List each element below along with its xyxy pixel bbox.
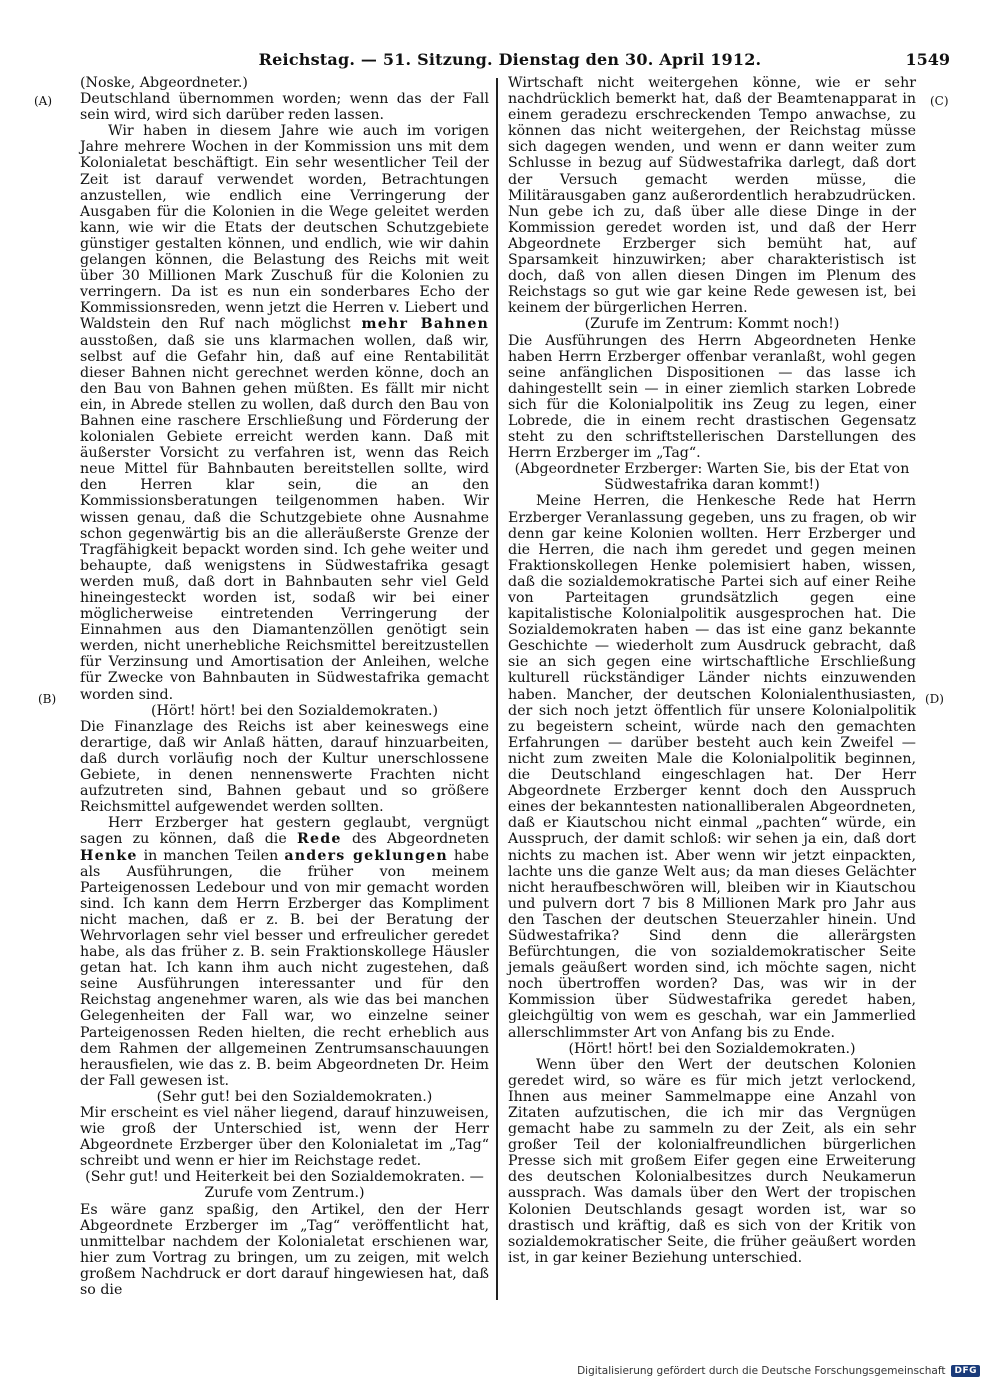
digitization-footer bbox=[577, 1363, 980, 1379]
paragraph: Die Finanzlage des Reichs ist aber keineswegs eine derartige, daß wir Anlaß hätten, darauf hinzuarbeiten, daß durch vorläufig noch der Kultur unerschlossene Gebiete, in denen nennenswerte Frachten nicht aufzutreten sind, Bahnen gebaut und so größere Reichsmittel aufgewendet werden sollten. bbox=[80, 718, 489, 816]
page-number: 1549 bbox=[905, 50, 950, 69]
paragraph: Es wäre ganz spaßig, den Artikel, den der Herr Abgeordnete Erzberger im „Tag“ veröffentlicht hat, unmittelbar nachdem der Kolonialetat erschienen war, hier zum Vortrag zu bringen, um zu zeigen, mit welch großem Nachdruck er dort darauf hingewiesen hat, daß so die bbox=[80, 1201, 489, 1299]
footer-text: Digitalisierung gefördert durch die Deutsche Forschungsgemeinschaft bbox=[577, 1365, 946, 1377]
left-column bbox=[80, 75, 489, 1298]
emphasis: mehr Bahnen bbox=[361, 316, 489, 333]
emphasis: Rede bbox=[297, 831, 342, 848]
interjection: (Zurufe im Zentrum: Kommt noch!) bbox=[584, 316, 840, 333]
page-header bbox=[70, 50, 950, 72]
speaker-note: (Noske, Abgeordneter.) bbox=[80, 75, 248, 91]
paragraph: Deutschland übernommen worden; wenn das der Fall sein wird, wird sich darüber reden lassen. bbox=[80, 91, 489, 124]
paragraph-text: des Abgeordneten bbox=[351, 831, 490, 848]
paragraph-text: Herr Erzberger hat gestern geglaubt, vergnügt sagen zu können, daß die bbox=[80, 815, 489, 848]
paragraph: Wirtschaft nicht weitergehen könne, wie er sehr nachdrücklich bemerkt hat, daß der Beamtenapparat in einem geradezu erschreckenden Tempo anwachse, zu können das nicht weitergehen, der Reichstag müsse sich dagegen wenden, und wenn er dann weiter zum Schlusse in bezug auf Südwestafrika darlegt, daß dort der Versuch gemacht werden müsse, die Militärausgaben ganz außerordentlich herabzudrücken. Nun gebe ich zu, daß über alle diese Dinge in der Kommission geredet worden ist, und daß der Herr Abgeordnete Erzberger sich bemüht hat, auf Sparsamkeit hinzuwirken; aber charakteristisch ist doch, daß von allen diesen Dingen im Plenum des Reichstags so gut wie gar keine Rede gewesen ist, bei keinem der bürgerlichen Herren. bbox=[508, 75, 916, 317]
dfg-logo: DFG bbox=[951, 1365, 980, 1377]
interjection: (Sehr gut! und Heiterkeit bei den Sozialdemokraten. — Zurufe vom Zentrum.) bbox=[85, 1169, 484, 1202]
margin-marker-d: (D) bbox=[925, 692, 944, 706]
paragraph-text: in manchen Teilen bbox=[143, 847, 279, 864]
paragraph: Die Ausführungen des Herrn Abgeordneten Henke haben Herrn Erzberger offenbar veranlaßt, wohl gegen seine anfänglichen Dispositionen — das lasse ich dahingestellt sein — in einer ziemlich starken Lobrede sich für die Kolonialpolitik ins Zeug zu legen, einer Lobrede, die in einem recht drastischen Gegensatz steht zu den schriftstellerischen Darstellungen des Herrn Erzberger im „Tag“. bbox=[508, 332, 916, 462]
right-column bbox=[508, 75, 916, 1266]
page-title: Reichstag. — 51. Sitzung. Dienstag den 30. April 1912. bbox=[258, 50, 762, 69]
margin-marker-c: (C) bbox=[930, 94, 949, 108]
column-divider bbox=[496, 78, 498, 1300]
paragraph bbox=[80, 123, 489, 702]
interjection: (Sehr gut! bei den Sozialdemokraten.) bbox=[156, 1088, 433, 1105]
paragraph: Mir erscheint es viel näher liegend, darauf hinzuweisen, wie groß der Unterschied ist, wenn der Herr Abgeordnete Erzberger über den Kolonialetat im „Tag“ schreibt und wenn er hier im Reichstage redet. bbox=[80, 1105, 489, 1170]
emphasis: Henke bbox=[80, 847, 138, 864]
paragraph: Meine Herren, die Henkesche Rede hat Herrn Erzberger Veranlassung gegeben, uns zu fragen, ob wir denn gar keine Kolonien wollten. Herr Erzberger und die Herren, die nach ihm geredet und gegen meinen Fraktionskollegen Henke polemisiert haben, wissen, daß die sozialdemokratische Partei sich auf einer Reihe von Parteitagen grundsätzlich gegen eine kapitalistische Kolonialpolitik ausgesprochen hat. Die Sozialdemokraten haben — das ist eine ganz bekannte Geschichte — wiederholt zum Ausdruck gebracht, daß sie an sich gegen eine wirtschaftliche Erschließung kulturell rückständiger Länder nichts einzuwenden haben. Mancher, der deutschen Kolonialenthusiasten, der sich noch jetzt öffentlich für unsere Kolonialpolitik zu begeistern scheint, würde nach den gemachten Erfahrungen — darüber besteht auch kein Zweifel — nicht zum zweiten Male die Kolonialpolitik beginnen, die Deutschland eingeschlagen hat. Der Herr Abgeordnete Erzberger kennt doch den Ausspruch eines der bekanntesten nationalliberalen Abgeordneten, daß er Kiautschou nicht einmal „pachten“ würde, ein Ausspruch, der damit schloß: wir sehen ja ein, daß dort nichts zu machen ist. Aber wenn wir jetzt einpackten, lachte uns die ganze Welt aus; da man dieses Gelächter nicht heraufbeschwören will, bleiben wir in Kiautschou und pulvern dort 7 bis 8 Millionen Mark pro Jahr aus den Taschen der deutschen Steuerzahler hinein. Und Südwestafrika? Sind denn die allerärgsten Befürchtungen, die von sozialdemokratischer Seite jemals geäußert worden sind, ich möchte sagen, nicht noch übertroffen worden? Das, was wir in der Kommission über Südwestafrika geredet haben, gleichgültig von wem es geschah, war ein Jammerlied allerschlimmster Art von Anfang bis zu Ende. bbox=[508, 493, 916, 1041]
emphasis: anders geklungen bbox=[284, 847, 448, 864]
interjection: (Abgeordneter Erzberger: Warten Sie, bis der Etat von Südwestafrika daran kommt!) bbox=[514, 461, 910, 494]
paragraph-text: habe als Ausführungen, die früher von meinem Parteigenossen Ledebour und von mir gemacht worden sind. Ich kann dem Herrn Erzberger das Kompliment nicht machen, daß er z. B. bei der Beratung der Wehrvorlagen sehr viel besser und erfreulicher geredet habe, als das früher z. B. sein Fraktionskollege Häusler getan hat. Ich kann ihm auch nicht zugestehen, daß seine Ausführungen interessanter und für den Reichstag angenehmer waren, als wie das bei manchen Gelegenheiten der Fall war, wo einzelne seiner Parteigenossen Reden hielten, die recht erheblich aus dem Rahmen der allgemeinen Zentrumsanschauungen herausfielen, wie das z. B. beim Abgeordneten Dr. Heim der Fall gewesen ist. bbox=[80, 847, 489, 1089]
margin-marker-a: (A) bbox=[34, 94, 53, 108]
interjection: (Hört! hört! bei den Sozialdemokraten.) bbox=[150, 702, 439, 719]
paragraph: Wenn über den Wert der deutschen Kolonien geredet wird, so wäre es für mich jetzt verlockend, Ihnen aus meiner Sammelmappe eine Anzahl von Zitaten aufzutischen, die ich mir das Vergnügen gemacht habe zu sammeln zu der Zeit, als ein sehr großer Teil der kolonialfreundlichen bürgerlichen Presse sich mit großem Eifer gegen eine Erweiterung des deutschen Kolonialbesitzes durch Neukamerun aussprach. Was damals über den Wert der tropischen Kolonien Deutschlands gesagt worden ist, war so drastisch und kräftig, daß es sich von der Kritik von sozialdemokratischer Seite, die früher geäußert worden ist, in gar keiner Beziehung unterschied. bbox=[508, 1056, 916, 1266]
paragraph bbox=[80, 815, 489, 1089]
margin-marker-b: (B) bbox=[38, 692, 57, 706]
interjection: (Hört! hört! bei den Sozialdemokraten.) bbox=[568, 1040, 856, 1057]
paragraph-text: ausstoßen, daß sie uns klarmachen wollen, daß wir, selbst auf die Gefahr hin, daß auf eine Rentabilität dieser Bahnen nicht gerechnet werden könne, doch an den Bau von Bahnen gehen müßten. Es fällt mir nicht ein, in Abrede stellen zu wollen, daß durch den Bau von Bahnen eine raschere Erschließung und Förderung der kolonialen Gebiete erreicht werden kann. Daß mit äußerster Vorsicht zu verfahren ist, wenn das Reich neue Mittel für Bahnbauten bereitstellen sollte, wird den Herren klar sein, die an den Kommissionsberatungen teilgenommen haben. Wir wissen genau, daß die Schutzgebiete ohne Ausnahme schon gegenwärtig bis an die alleräußerste Grenze der Tragfähigkeit bepackt worden sind. Ich gehe weiter und behaupte, daß wenigstens in Südwestafrika gesagt werden muß, daß dort in Bahnbauten sehr viel Geld hineingesteckt worden ist, sodaß wir bei einer möglicherweise eintretenden Verringerung der Einnahmen aus den Diamantenzöllen genötigt sein werden, nicht unerhebliche Reichsmittel bereitzustellen für Verzinsung und Amortisation der Anleihen, welche für Zwecke von Bahnbauten in Südwestafrika gemacht worden sind. bbox=[80, 332, 489, 703]
paragraph-text: Wir haben in diesem Jahre wie auch im vorigen Jahre mehrere Wochen in der Kommission uns mit dem Kolonialetat beschäftigt. Ein sehr wesentlicher Teil der Zeit ist darauf verwendet worden, Betrachtungen anzustellen, wie endlich eine Verringerung der Ausgaben für die Kolonien in die Wege geleitet werden kann, wie wir die Etats der deutschen Schutzgebiete günstiger gestalten können, und endlich, wie wir dahin gelangen können, die Belastung des Reichs mit weit über 30 Millionen Mark Zuschuß für die Kolonien zu verringern. Da ist es nun ein sonderbares Echo der Kommissionsreden, wenn jetzt die Herren v. Liebert und Waldstein den Ruf nach möglichst bbox=[80, 123, 489, 333]
